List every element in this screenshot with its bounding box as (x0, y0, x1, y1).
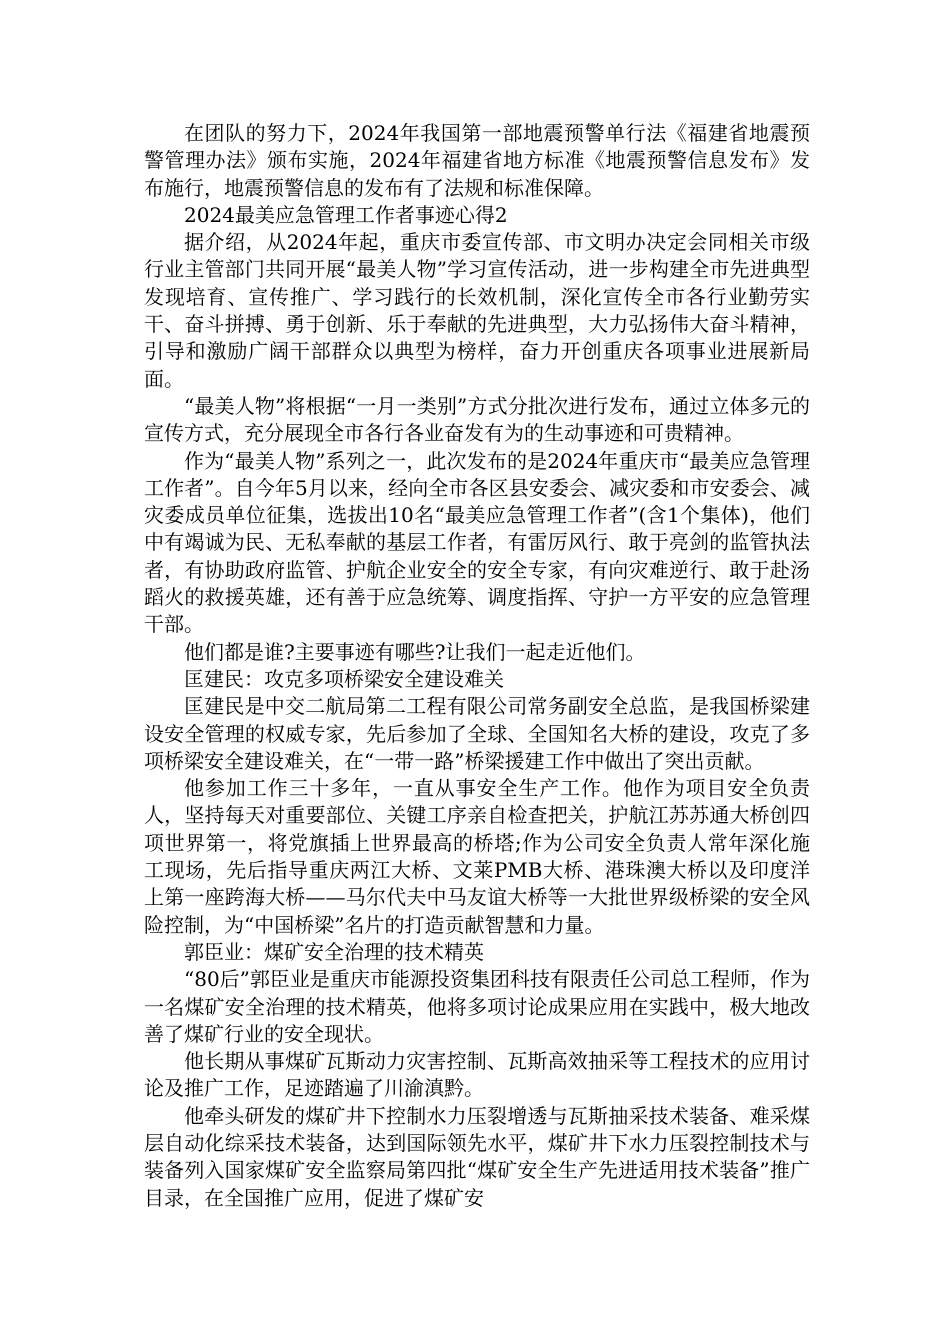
paragraph: 他牵头研发的煤矿井下控制水力压裂增透与瓦斯抽采技术装备、难采煤层自动化综采技术装备，达到国际领先水平，煤矿井下水力压裂控制技术与装备列入国家煤矿安全监察局第四批“煤矿安全生产先进适用技术装备”推广目录，在全国推广应用，促进了煤矿安 (144, 1103, 810, 1210)
paragraph: 在团队的努力下，2024年我国第一部地震预警单行法《福建省地震预警管理办法》颁布实施，2024年福建省地方标准《地震预警信息发布》发布施行，地震预警信息的发布有了法规和标准保障。 (144, 121, 810, 200)
subheading: 郭臣业：煤矿安全治理的技术精英 (184, 939, 484, 964)
paragraph: 匡建民是中交二航局第二工程有限公司常务副安全总监，是我国桥梁建设安全管理的权威专家，先后参加了全球、全国知名大桥的建设，攻克了多项桥梁安全建设难关，在“一带一路”桥梁援建工作中做出了突出贡献。 (144, 694, 810, 773)
document-body (144, 120, 810, 1212)
paragraph: 他长期从事煤矿瓦斯动力灾害控制、瓦斯高效抽采等工程技术的应用讨论及推广工作，足迹踏遍了川渝滇黔。 (144, 1049, 810, 1101)
paragraph: 他参加工作三十多年，一直从事安全生产工作。他作为项目安全负责人，坚持每天对重要部位、关键工序亲自检查把关，护航江苏苏通大桥创四项世界第一，将党旗插上世界最高的桥塔;作为公司安全负责人常年深化施工现场，先后指导重庆两江大桥、文莱PMB大桥、港珠澳大桥以及印度洋上第一座跨海大桥——马尔代夫中马友谊大桥等一大批世界级桥梁的安全风险控制，为“中国桥梁”名片的打造贡献智慧和力量。 (144, 776, 810, 937)
subheading: 匡建民：攻克多项桥梁安全建设难关 (184, 666, 504, 691)
paragraph: 他们都是谁?主要事迹有哪些?让我们一起走近他们。 (184, 639, 646, 664)
paragraph: “最美人物”将根据“一月一类别”方式分批次进行发布，通过立体多元的宣传方式，充分展现全市各行各业奋发有为的生动事迹和可贵精神。 (144, 393, 810, 446)
section-heading: 2024最美应急管理工作者事迹心得2 (184, 202, 508, 227)
paragraph: 据介绍，从2024年起，重庆市委宣传部、市文明办决定会同相关市级行业主管部门共同开展“最美人物”学习宣传活动，进一步构建全市先进典型发现培育、宣传推广、学习践行的长效机制，深化宣传全市各行业勤劳实干、奋斗拼搏、勇于创新、乐于奉献的先进典型，大力弘扬伟大奋斗精神，引导和激励广阔干部群众以典型为榜样，奋力开创重庆各项事业进展新局面。 (144, 230, 810, 391)
paragraph: 作为“最美人物”系列之一，此次发布的是2024年重庆市“最美应急管理工作者”。自今年5月以来，经向全市各区县安委会、减灾委和市安委会、减灾委成员单位征集，选拔出10名“最美应急管理工作者”(含1个集体)，他们中有竭诚为民、无私奉献的基层工作者，有雷厉风行、敢于亮剑的监管执法者，有协助政府监管、护航企业安全的安全专家，有向灾难逆行、敢于赴汤蹈火的救援英雄，还有善于应急统筹、调度指挥、守护一方平安的应急管理干部。 (144, 448, 810, 637)
paragraph: “80后”郭臣业是重庆市能源投资集团科技有限责任公司总工程师，作为一名煤矿安全治理的技术精英，他将多项讨论成果应用在实践中，极大地改善了煤矿行业的安全现状。 (144, 967, 810, 1046)
